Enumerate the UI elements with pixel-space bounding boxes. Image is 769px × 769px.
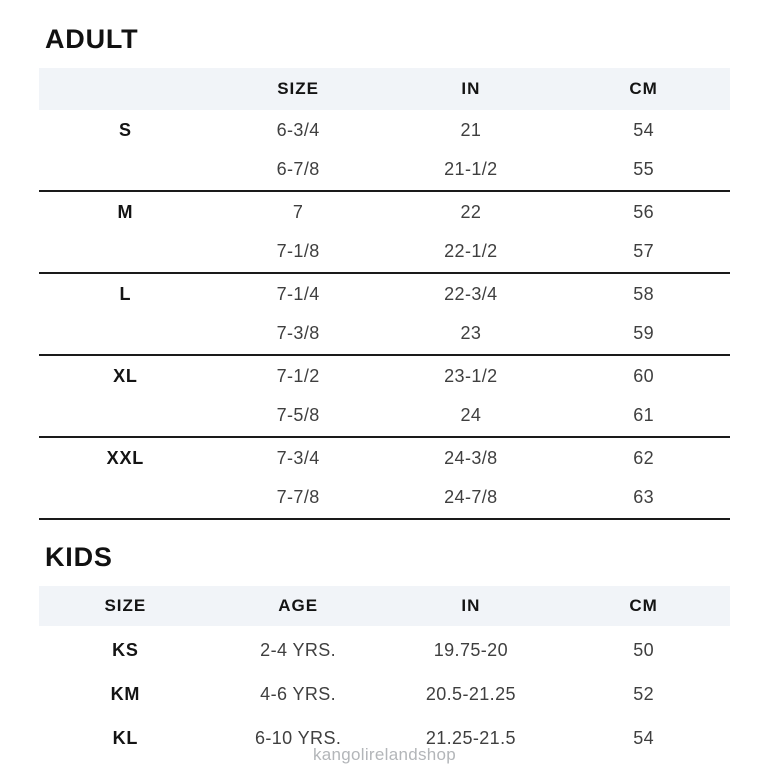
- adult-table-header-row: [39, 68, 730, 110]
- kids-header-cm: CM: [629, 596, 658, 615]
- kids-cell-age: 2-4 YRS.: [260, 639, 337, 660]
- adult-cell-cm: 61: [633, 405, 655, 425]
- table-row: [39, 478, 730, 517]
- kids-cell-in: 21.25-21.5: [425, 727, 516, 748]
- adult-cell-in: 22-3/4: [444, 284, 498, 304]
- adult-cell-size: 7: [292, 202, 304, 222]
- kids-section-title: KIDS: [45, 542, 113, 572]
- table-row: [39, 396, 730, 435]
- table-row: [39, 193, 730, 232]
- table-row: [39, 628, 730, 672]
- adult-cell-in: 21-1/2: [444, 159, 498, 179]
- adult-cell-size: 7-3/8: [276, 323, 320, 343]
- adult-cell-in: 22-1/2: [444, 241, 498, 261]
- adult-cell-cm: 54: [633, 120, 655, 140]
- adult-header-size: SIZE: [277, 79, 320, 98]
- table-row: [39, 357, 730, 396]
- adult-cell-size: 7-1/2: [276, 366, 320, 386]
- adult-cell-cm: 62: [633, 448, 655, 468]
- kids-size-label-km: KM: [110, 683, 141, 704]
- kids-cell-cm: 50: [633, 639, 655, 660]
- adult-cell-size: 6-3/4: [276, 120, 320, 140]
- kids-size-table: [39, 586, 730, 760]
- adult-cell-cm: 60: [633, 366, 655, 386]
- adult-section-title: ADULT: [45, 24, 139, 54]
- kids-table-header-row: [39, 586, 730, 626]
- adult-size-label-s: S: [118, 120, 132, 140]
- adult-group-m: [39, 192, 730, 274]
- kids-header-in: IN: [461, 596, 481, 615]
- adult-cell-in: 23-1/2: [444, 366, 498, 386]
- adult-cell-in: 23: [460, 323, 482, 343]
- adult-cell-in: 24-7/8: [444, 487, 498, 507]
- table-row: [39, 314, 730, 353]
- adult-cell-size: 7-1/8: [276, 241, 320, 261]
- adult-cell-cm: 58: [633, 284, 655, 304]
- adult-cell-size: 7-5/8: [276, 405, 320, 425]
- kids-cell-age: 4-6 YRS.: [260, 683, 337, 704]
- adult-group-xl: [39, 356, 730, 438]
- table-row: [39, 275, 730, 314]
- adult-cell-in: 21: [460, 120, 482, 140]
- adult-cell-size: 7-1/4: [276, 284, 320, 304]
- adult-group-l: [39, 274, 730, 356]
- kids-cell-cm: 52: [633, 683, 655, 704]
- kids-cell-cm: 54: [633, 727, 655, 748]
- kids-cell-age: 6-10 YRS.: [254, 727, 342, 748]
- adult-size-label-xl: XL: [113, 366, 138, 386]
- table-row: [39, 439, 730, 478]
- kids-cell-in: 19.75-20: [433, 639, 508, 660]
- watermark: kangolirelandshop: [312, 745, 457, 764]
- adult-cell-cm: 57: [633, 241, 655, 261]
- kids-size-label-kl: KL: [112, 727, 139, 748]
- adult-header-in: IN: [461, 79, 481, 98]
- adult-cell-cm: 59: [633, 323, 655, 343]
- adult-cell-cm: 56: [633, 202, 655, 222]
- adult-cell-in: 22: [460, 202, 482, 222]
- adult-size-label-xxl: XXL: [106, 448, 145, 468]
- adult-cell-in: 24: [460, 405, 482, 425]
- adult-cell-size: 7-7/8: [276, 487, 320, 507]
- adult-cell-in: 24-3/8: [444, 448, 498, 468]
- adult-cell-size: 7-3/4: [276, 448, 320, 468]
- kids-header-size: SIZE: [104, 596, 147, 615]
- adult-group-s: [39, 110, 730, 192]
- kids-cell-in: 20.5-21.25: [425, 683, 516, 704]
- adult-size-label-l: L: [119, 284, 132, 304]
- kids-size-label-ks: KS: [112, 639, 139, 660]
- adult-size-label-m: M: [117, 202, 134, 222]
- kids-header-age: AGE: [278, 596, 319, 615]
- table-row: [39, 111, 730, 150]
- adult-cell-cm: 55: [633, 159, 655, 179]
- adult-group-xxl: [39, 438, 730, 520]
- adult-cell-size: 6-7/8: [276, 159, 320, 179]
- adult-size-table: [39, 68, 730, 520]
- table-row: [39, 150, 730, 189]
- adult-header-cm: CM: [629, 79, 658, 98]
- table-row: [39, 672, 730, 716]
- adult-cell-cm: 63: [633, 487, 655, 507]
- table-row: [39, 232, 730, 271]
